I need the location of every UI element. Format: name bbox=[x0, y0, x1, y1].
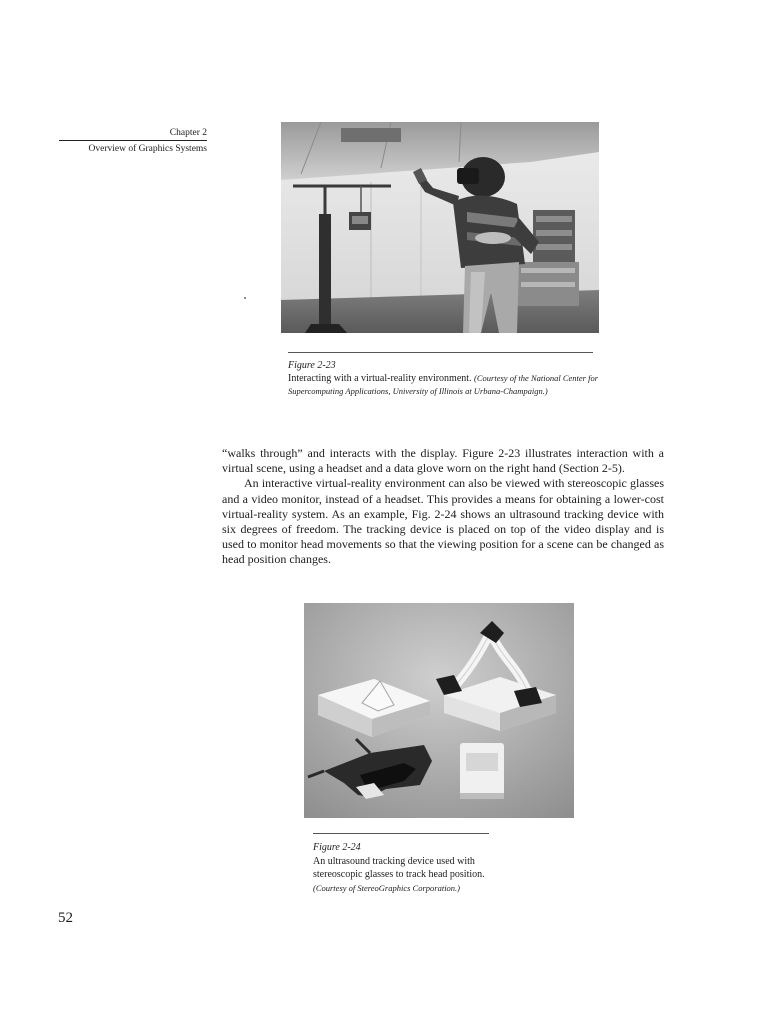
stray-mark bbox=[244, 297, 246, 299]
body-paragraph-1: “walks through” and interacts with the display. Figure 2-23 illustrates interaction with a virtual scene, using a headset and a data glove worn on the right hand (Section 2-5). bbox=[222, 446, 664, 476]
figure-2-24-photo bbox=[304, 603, 574, 818]
vr-headset-photo-illustration bbox=[281, 122, 599, 333]
figure-2-23-credit: (Courtesy of the National Center for Supercomputing Applications, University of Illinois at Urbana-Champaign.) bbox=[288, 373, 598, 396]
figure-2-24-caption-block bbox=[313, 841, 493, 895]
figure-2-23-photo bbox=[281, 122, 599, 333]
tracking-device-photo-illustration bbox=[304, 603, 574, 818]
header-rule bbox=[59, 140, 207, 141]
page-number: 52 bbox=[58, 910, 73, 926]
figure-2-23-caption: Interacting with a virtual-reality environment. bbox=[288, 373, 472, 384]
chapter-title: Overview of Graphics Systems bbox=[88, 144, 207, 154]
figure-2-24-credit: (Courtesy of StereoGraphics Corporation.) bbox=[313, 882, 461, 893]
figure-2-23-rule bbox=[288, 352, 593, 353]
body-text bbox=[222, 446, 664, 568]
figure-2-24-caption: An ultrasound tracking device used with stereoscopic glasses to track head position. bbox=[313, 855, 485, 880]
body-paragraph-2: An interactive virtual-reality environment can also be viewed with stereoscopic glasses and a video monitor, instead of a headset. This provides a means for obtaining a lower-cost virtual-reality system. As an example, Fig. 2-24 shows an ultrasound tracking device with six degrees of freedom. The tracking device is placed on top of the video display and is used to monitor head movements so that the viewing position for a scene can be changed as head position changes. bbox=[222, 476, 664, 567]
figure-2-23-label: Figure 2-23 bbox=[288, 360, 336, 371]
figure-2-24-label: Figure 2-24 bbox=[313, 842, 361, 853]
figure-2-23-caption-block bbox=[288, 359, 598, 398]
figure-2-24-rule bbox=[313, 833, 489, 834]
chapter-label: Chapter 2 bbox=[169, 128, 207, 138]
